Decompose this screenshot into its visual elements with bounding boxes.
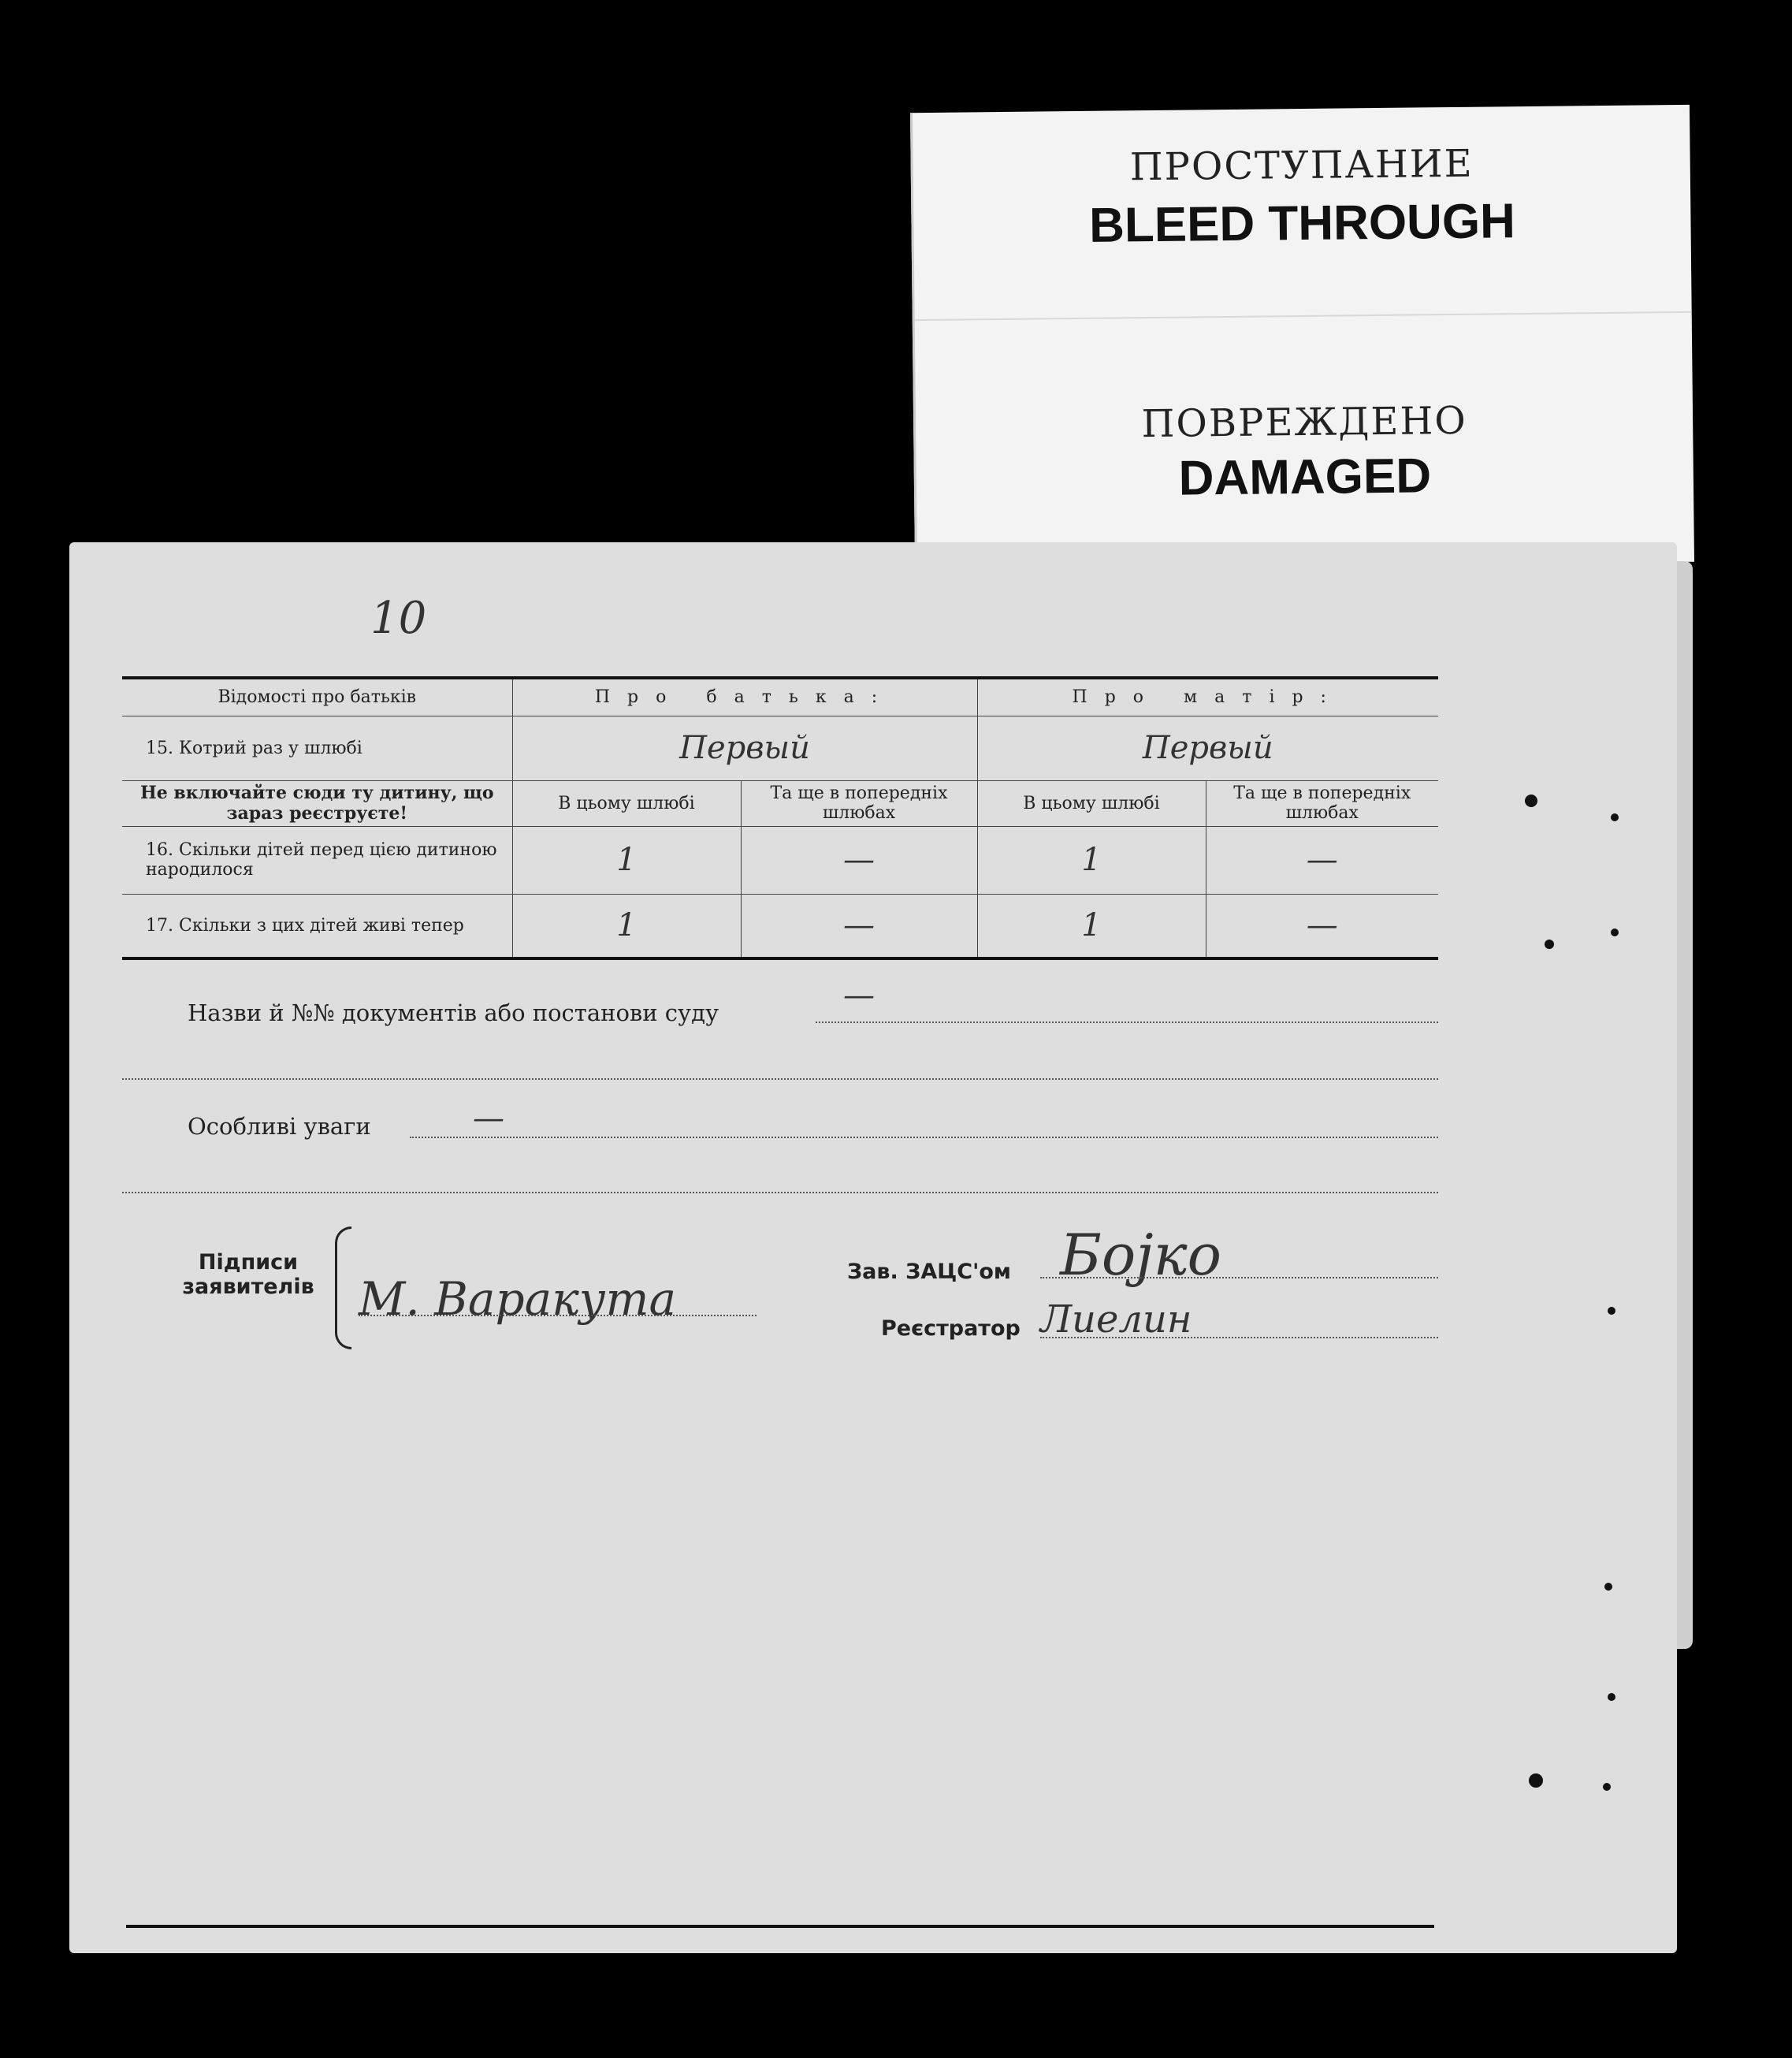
row17-mother-previous: — bbox=[1206, 894, 1438, 958]
remarks-dotted-line bbox=[410, 1137, 1438, 1138]
row17-mother-current: 1 bbox=[977, 894, 1206, 958]
mother-current-marriage-header: В цьому шлюбі bbox=[977, 780, 1206, 826]
remarks-label: Особливі уваги bbox=[188, 1113, 371, 1140]
documents-label: Назви й №№ документів або постанови суду bbox=[188, 999, 719, 1026]
head-signature: Бојко bbox=[1060, 1222, 1221, 1288]
binding-hole bbox=[1604, 1583, 1612, 1591]
row17-father-previous: — bbox=[741, 894, 977, 958]
head-of-registry-label: Зав. ЗАЦС'ом bbox=[847, 1260, 1011, 1284]
table-row bbox=[122, 716, 1438, 780]
applicant-signature-line bbox=[359, 1315, 757, 1316]
row15-label: 15. Котрий раз у шлюбі bbox=[122, 716, 512, 780]
applicant-signature: М. Варакута bbox=[359, 1272, 677, 1326]
signature-bracket bbox=[335, 1226, 351, 1349]
table-header-row bbox=[122, 678, 1438, 716]
binding-hole bbox=[1545, 940, 1554, 949]
remarks-value: — bbox=[473, 1100, 504, 1137]
row16-label: 16. Скільки дітей перед цією дитиною народилося bbox=[122, 826, 512, 894]
row15-mother: Первый bbox=[977, 716, 1438, 780]
table-row bbox=[122, 780, 1438, 826]
damaged-en: DAMAGED bbox=[1178, 448, 1432, 506]
documents-dotted-line bbox=[816, 1022, 1438, 1023]
header-father: Про батька: bbox=[512, 678, 977, 716]
target-label-card bbox=[910, 105, 1694, 570]
note-do-not-include: Не включайте сюди ту дитину, що зараз реєструєте! bbox=[122, 780, 512, 826]
remarks-dotted-line-2 bbox=[122, 1192, 1438, 1193]
table-row bbox=[122, 894, 1438, 958]
row16-mother-current: 1 bbox=[977, 826, 1206, 894]
registrar-signature-line bbox=[1040, 1337, 1438, 1338]
bleed-through-en: BLEED THROUGH bbox=[1088, 194, 1516, 253]
mother-previous-marriages-header: Та ще в попередніх шлюбах bbox=[1206, 780, 1438, 826]
binding-hole bbox=[1611, 929, 1619, 936]
binding-hole bbox=[1608, 1307, 1615, 1315]
card-fold-line bbox=[915, 311, 1692, 321]
head-signature-line bbox=[1040, 1277, 1438, 1278]
row15-father: Первый bbox=[512, 716, 977, 780]
row17-father-current: 1 bbox=[512, 894, 741, 958]
row16-father-current: 1 bbox=[512, 826, 741, 894]
bleed-through-ru: ПРОСТУПАНИЕ bbox=[1129, 141, 1474, 190]
documents-value: — bbox=[843, 977, 875, 1014]
table-row bbox=[122, 826, 1438, 894]
row16-mother-previous: — bbox=[1206, 826, 1438, 894]
documents-dotted-line-2 bbox=[122, 1078, 1438, 1080]
father-previous-marriages-header: Та ще в попередніх шлюбах bbox=[741, 780, 977, 826]
row17-label: 17. Скільки з цих дітей живі тепер bbox=[122, 894, 512, 958]
binding-hole bbox=[1608, 1693, 1615, 1701]
applicants-signature-label: Підписи заявителів bbox=[182, 1250, 314, 1299]
row16-father-previous: — bbox=[741, 826, 977, 894]
registrar-label: Реєстратор bbox=[881, 1316, 1021, 1341]
bottom-rule bbox=[126, 1925, 1434, 1928]
header-mother: Про матір: bbox=[977, 678, 1438, 716]
binding-hole bbox=[1529, 1773, 1543, 1788]
parents-table bbox=[122, 676, 1438, 960]
binding-hole bbox=[1525, 795, 1537, 807]
binding-hole bbox=[1611, 813, 1619, 821]
header-parents-info: Відомості про батьків bbox=[122, 678, 512, 716]
registrar-signature: Лиелин bbox=[1040, 1297, 1192, 1342]
binding-hole bbox=[1603, 1783, 1611, 1791]
page-number: 10 bbox=[370, 593, 427, 644]
damaged-ru: ПОВРЕЖДЕНО bbox=[1141, 398, 1467, 447]
father-current-marriage-header: В цьому шлюбі bbox=[512, 780, 741, 826]
